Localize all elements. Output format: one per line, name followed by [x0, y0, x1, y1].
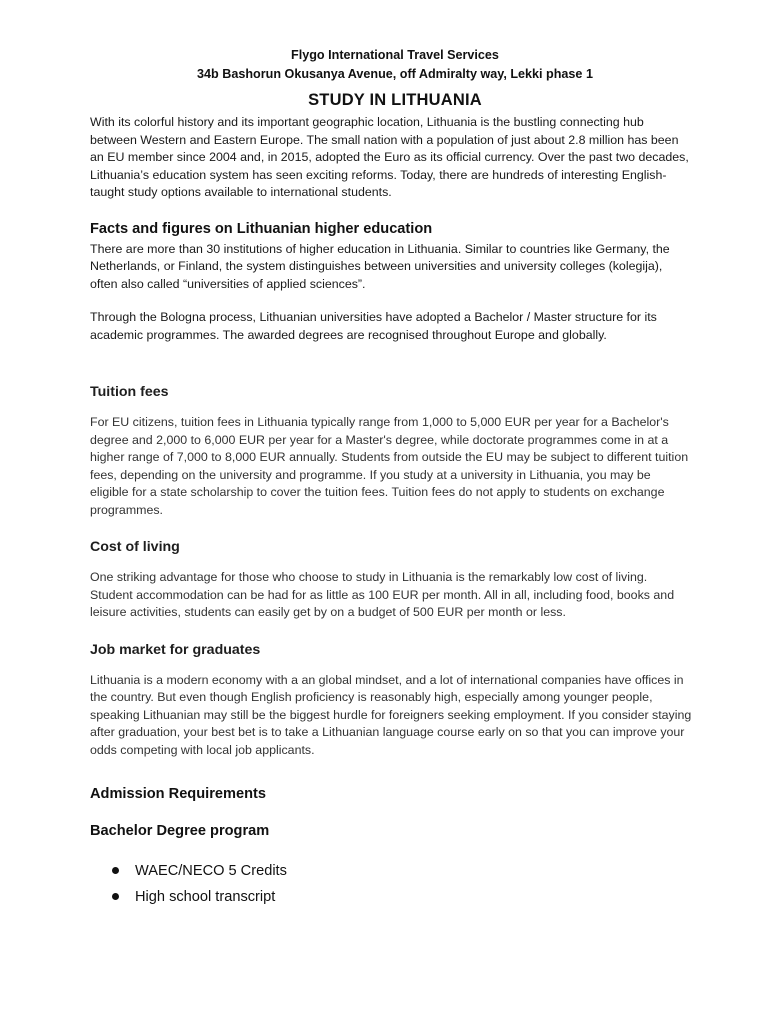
company-address: 34b Bashorun Okusanya Avenue, off Admiralty way, Lekki phase 1	[197, 67, 593, 81]
facts-paragraph-2: Through the Bologna process, Lithuanian universities have adopted a Bachelor / Master structure for its academic programmes. The awarded degrees are recognised throughout Europe and globally.	[90, 310, 657, 342]
admission-heading: Admission Requirements	[90, 786, 266, 802]
document-title: STUDY IN LITHUANIA	[308, 91, 482, 109]
cost-of-living-paragraph: One striking advantage for those who choose to study in Lithuania is the remarkably low cost of living. Student accommodation can be had for as little as 100 EUR per month. All in all, including food, books and leisure activities, students can easily get by on a budget of 500 EUR per month or less.	[90, 570, 675, 619]
intro-paragraph: With its colorful history and its important geographic location, Lithuania is the bustling connecting hub between Western and Eastern Europe. The small nation with a population of just about 2.8 million has been an EU member since 2004 and, in 2015, adopted the Euro as its official currency. Over the past two decades, Lithuania’s education system has seen exciting reforms. Today, there are hundreds of interesting English-taught study options available to international students.	[90, 115, 689, 199]
letterhead	[98, 46, 692, 84]
requirement-text: High school transcript	[135, 889, 276, 905]
bullet-icon	[112, 893, 119, 900]
facts-paragraph-1: There are more than 30 institutions of higher education in Lithuania. Similar to countries like Germany, the Netherlands, or Finland, the system distinguishes between universities and university colleges (kolegija), often also called “universities of applied sciences”.	[90, 241, 670, 291]
list-item	[112, 858, 692, 884]
bachelor-program-heading: Bachelor Degree program	[90, 823, 270, 839]
tuition-heading: Tuition fees	[90, 384, 169, 400]
tuition-section	[90, 382, 692, 519]
admission-section	[90, 784, 692, 910]
requirements-list	[90, 858, 692, 910]
tuition-paragraph: For EU citizens, tuition fees in Lithuania typically range from 1,000 to 5,000 EUR per year for a Bachelor's degree and 2,000 to 6,000 EUR per year for a Master's degree, while doctorate programmes come in at a higher range of 7,000 to 8,000 EUR annually. Students from outside the EU may be subject to different tuition fees, depending on the university and programme. If you study at a university in Lithuania, you may be eligible for a state scholarship to cover the tuition fees. Tuition fees do not apply to students on exchange programmes.	[90, 415, 689, 517]
job-market-heading: Job market for graduates	[90, 641, 261, 658]
facts-heading: Facts and figures on Lithuanian higher education	[90, 220, 433, 237]
cost-of-living-heading: Cost of living	[90, 539, 180, 555]
bullet-icon	[112, 867, 119, 874]
job-market-paragraph: Lithuania is a modern economy with a an global mindset, and a lot of international companies have offices in the country. But even though English proficiency is reasonably high, especially among younger people, speaking Lithuanian may still be the biggest hurdle for foreigners seeking employment. If you consider staying after graduation, your best bet is to take a Lithuanian language course early on so that you can improve your odds competing with local job applicants.	[90, 672, 692, 757]
list-item	[112, 884, 692, 910]
requirement-text: WAEC/NECO 5 Credits	[135, 863, 287, 879]
facts-section	[90, 219, 692, 345]
job-market-section	[90, 640, 692, 760]
cost-of-living-section	[90, 537, 692, 622]
company-name: Flygo International Travel Services	[291, 48, 499, 62]
